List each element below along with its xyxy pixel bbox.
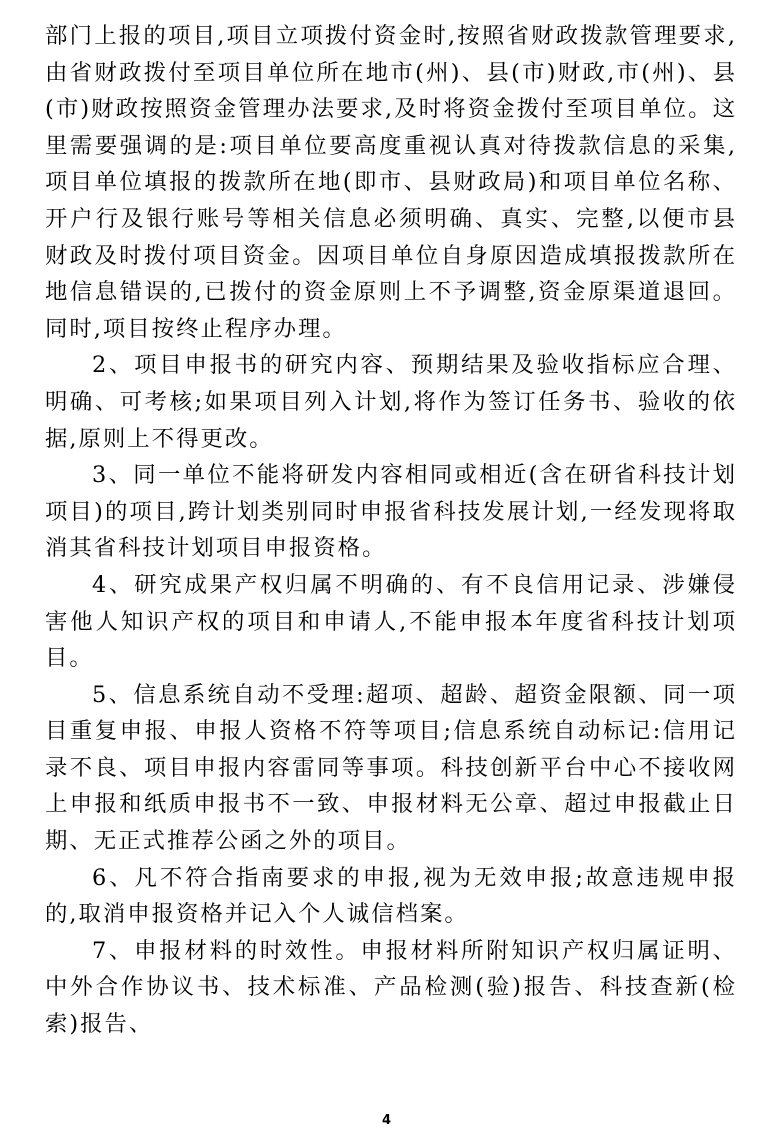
- paragraph-item-3: 3、同一单位不能将研发内容相同或相近(含在研省科技计划项目)的项目,跨计划类别同时申报省科技发展计划,一经发现将取消其省科技计划项目申报资格。: [45, 462, 737, 562]
- page-number: 4: [381, 1113, 392, 1128]
- paragraph-item-4: 4、研究成果产权归属不明确的、有不良信用记录、涉嫌侵害他人知识产权的项目和申请人,不能申报本年度省科技计划项目。: [45, 571, 737, 672]
- paragraph-item-2: 2、项目申报书的研究内容、预期结果及验收指标应合理、明确、可考核;如果项目列入计划,将作为签订任务书、验收的依据,原则上不得更改。: [45, 352, 737, 452]
- paragraph-item-5: 5、信息系统自动不受理:超项、超龄、超资金限额、同一项目重复申报、申报人资格不符等项目;信息系统自动标记:信用记录不良、项目申报内容雷同等事项。科技创新平台中心不接收网上申报和纸质申报书不一致、申报材料无公章、超过申报截止日期、无正式推荐公函之外的项目。: [45, 681, 737, 855]
- paragraph-item-6: 6、凡不符合指南要求的申报,视为无效申报;故意违规申报的,取消申报资格并记入个人诚信档案。: [45, 864, 737, 928]
- paragraph-continuation: 部门上报的项目,项目立项拨付资金时,按照省财政拨款管理要求,由省财政拨付至项目单位所在地市(州)、县(市)财政,市(州)、县(市)财政按照资金管理办法要求,及时将资金拨付至项目单位。这里需要强调的是:项目单位要高度重视认真对待拨款信息的采集,项目单位填报的拨款所在地(即市、县财政局)和项目单位名称、开户行及银行账号等相关信息必须明确、真实、完整,以便市县财政及时拨付项目资金。因项目单位自身原因造成填报拨款所在地信息错误的,已拨付的资金原则上不予调整,资金原渠道退回。同时,项目按终止程序办理。: [45, 23, 737, 342]
- paragraph-item-7: 7、申报材料的时效性。申报材料所附知识产权归属证明、中外合作协议书、技术标准、产品检测(验)报告、科技查新(检索)报告、: [45, 937, 737, 1038]
